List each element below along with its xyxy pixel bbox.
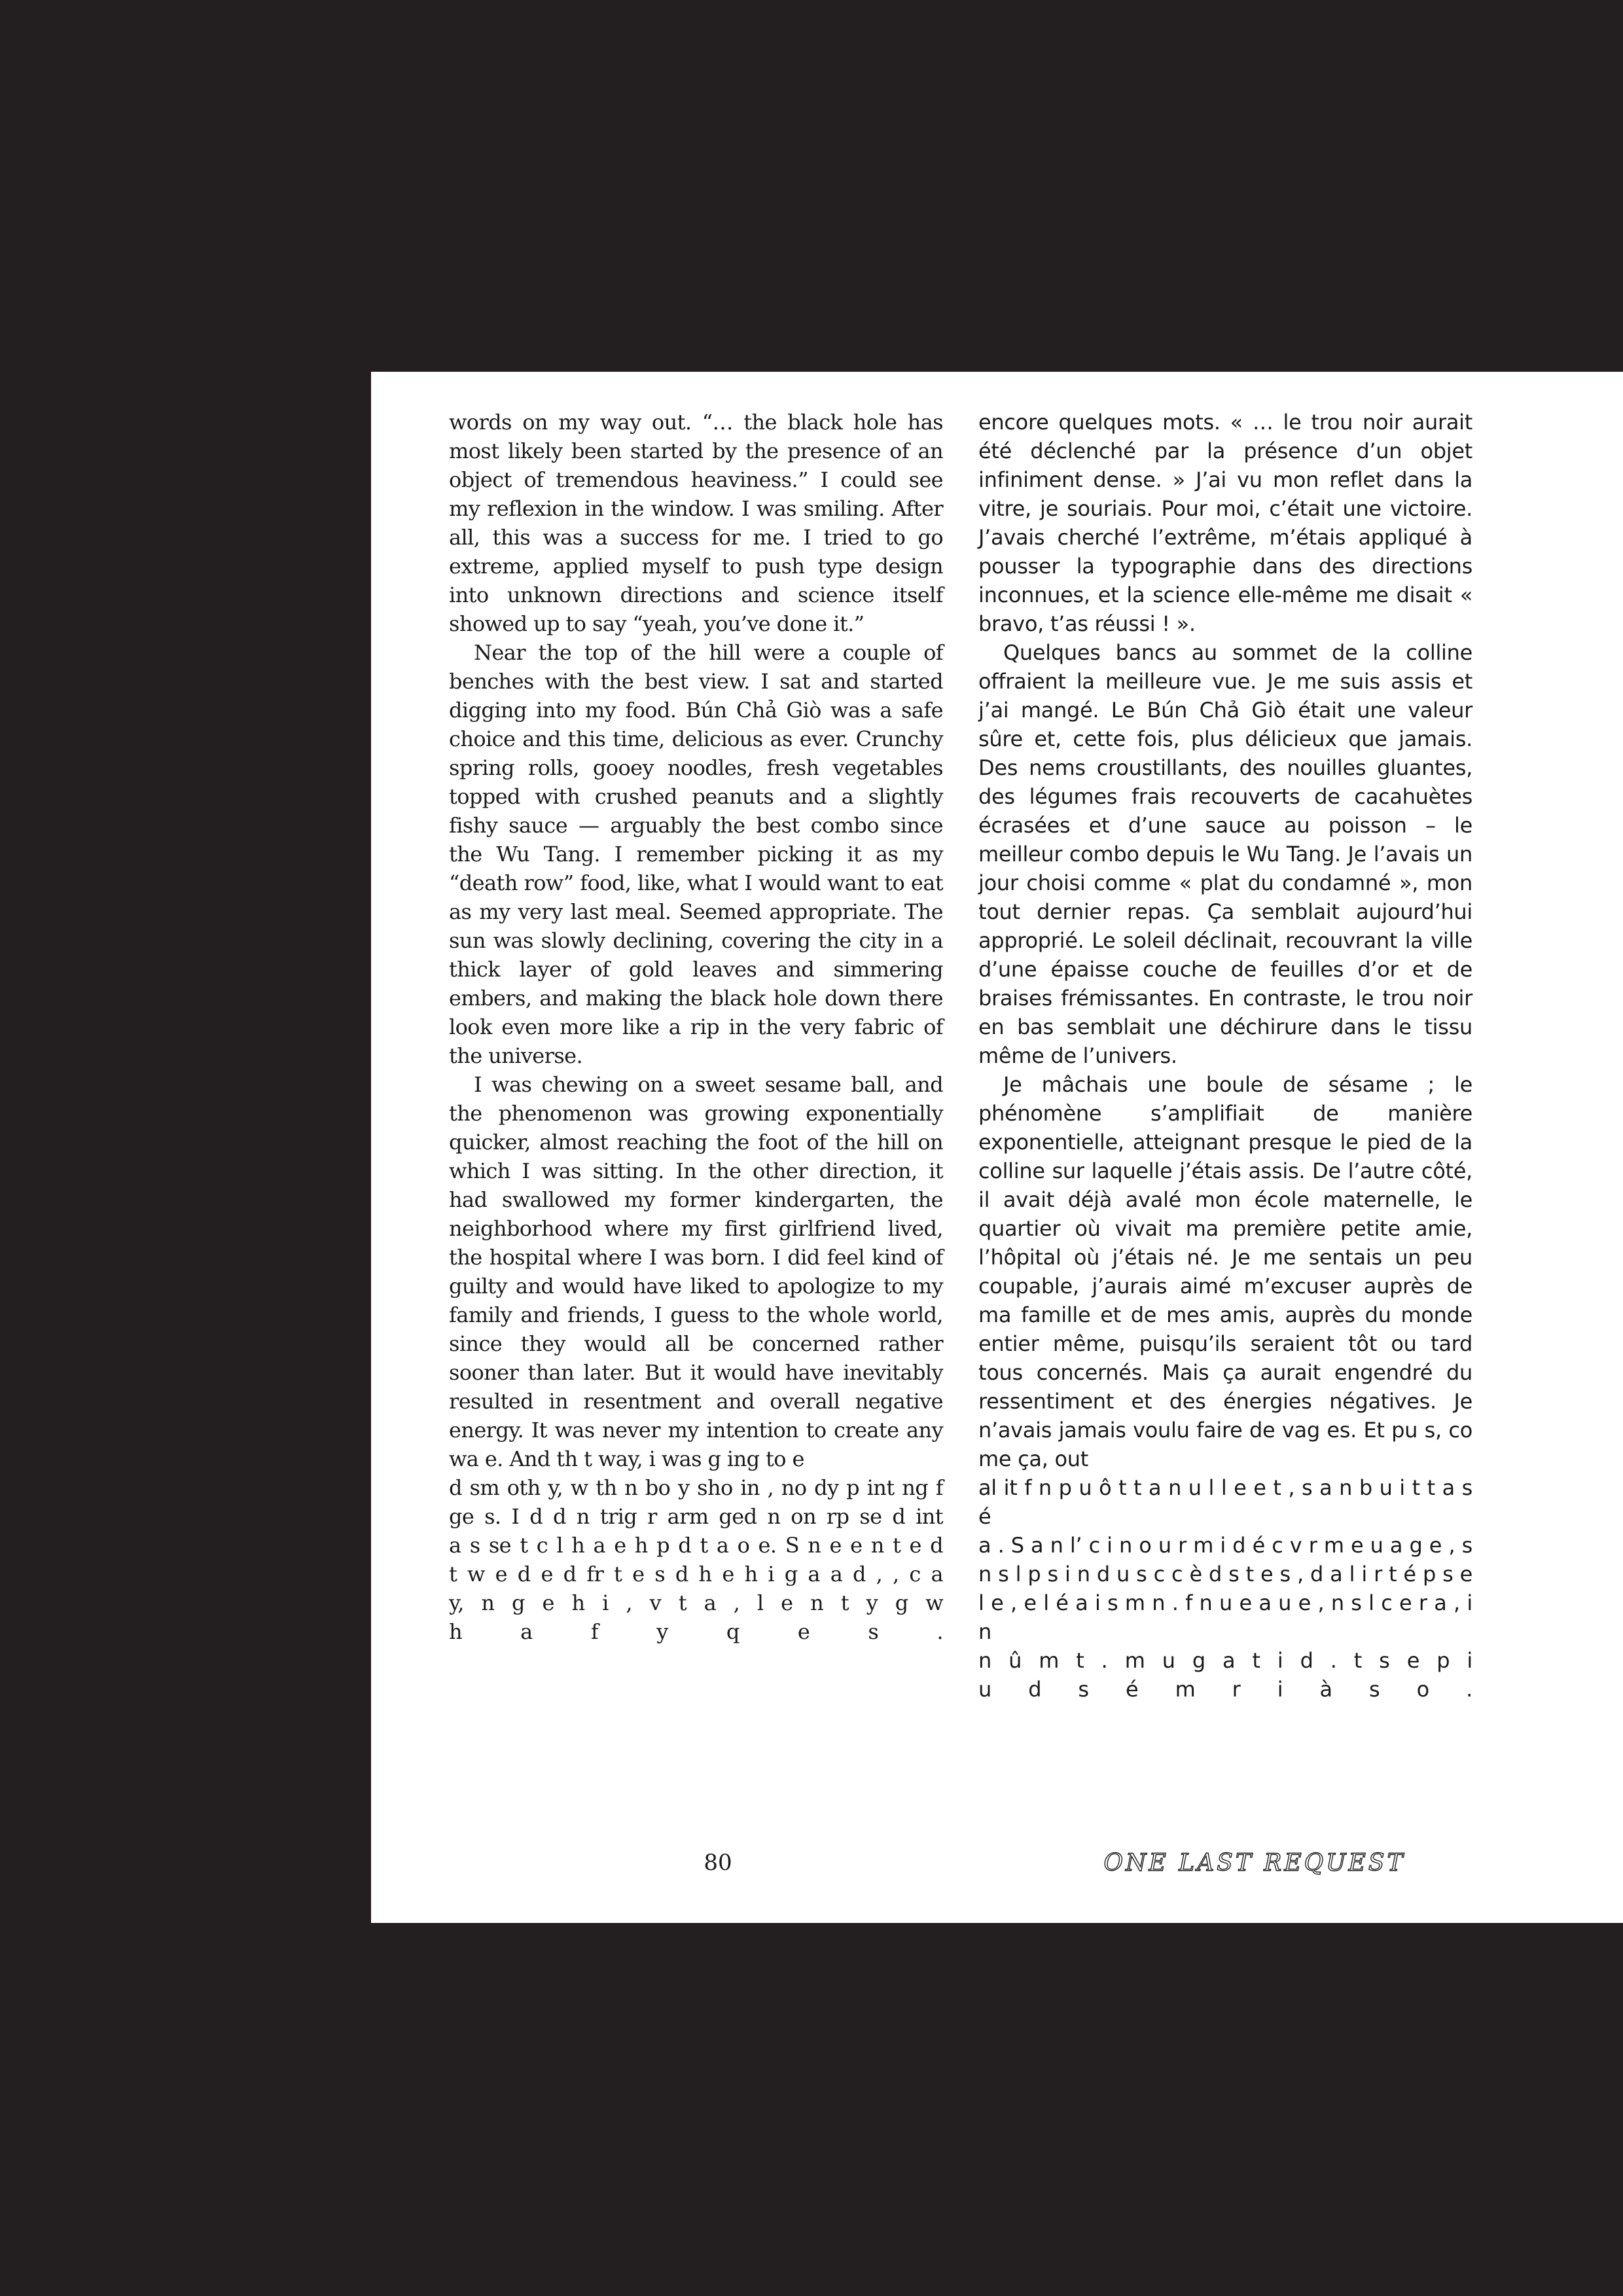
english-decay-line-6: h a f y q e s .: [449, 1619, 943, 1644]
english-column: [449, 408, 943, 1646]
running-title: ONE LAST REQUEST: [1103, 1850, 1406, 1876]
french-decay-line-5: n û m t . m u g a t i d . t s e p i: [978, 1648, 1472, 1673]
english-decay-line-4: t w e d e d fr t e s d h e h i g a a d , , c a: [449, 1562, 943, 1587]
english-decay-line-1: d sm oth y, w th n bo y sho in , no dy p int ng f: [449, 1475, 943, 1500]
french-paragraph-2: Quelques bancs au sommet de la colline offraient la meilleure vue. Je me suis assis et j’ai mangé. Le Bún Chả Giò était une valeur sûre et, cette fois, plus délicieux que jamais. Des nems croustillants, des nouilles gluantes, des légumes frais recouverts de cacahuètes écrasées et d’une sauce au poisson – le meilleur combo depuis le Wu Tang. Je l’avais un jour choisi comme « plat du condamné », mon tout dernier repas. Ça semblait aujourd’hui approprié. Le soleil déclinait, recouvrant la ville d’une épaisse couche de feuilles d’or et de braises frémissantes. En contraste, le trou noir en bas semblait une déchirure dans le tissu même de l’univers.: [978, 640, 1472, 1068]
french-paragraph-1: encore quelques mots. « … le trou noir aurait été déclenché par la présence d’un objet infiniment dense. » J’ai vu mon reflet dans la vitre, je souriais. Pour moi, c’était une victoire. J’avais cherché l’extrême, m’étais appliqué à pousser la typographie dans des directions inconnues, et la science elle-même me disait « bravo, t’as réussi ! ».: [978, 410, 1472, 636]
english-decay-line-2: ge s. I d d n trig r arm ged n on rp se d int: [449, 1504, 943, 1529]
english-paragraph-2: Near the top of the hill were a couple of benches with the best view. I sat and started digging into my food. Bún Chả Giò was a safe choice and this time, delicious as ever. Crunchy spring rolls, gooey noodles, fresh vegetables topped with crushed peanuts and a slightly fishy sauce — arguably the best combo since the Wu Tang. I remember picking it as my “death row” food, like, what I would want to eat as my very last meal. Seemed appropriate. The sun was slowly declining, covering the city in a thick layer of gold leaves and simmering embers, and making the black hole down there look even more like a rip in the very fabric of the universe.: [449, 640, 943, 1068]
french-column: [978, 408, 1472, 1704]
page-number: 80: [704, 1850, 732, 1876]
french-decay-line-2: a . S a n l’ c i n o u r m i d é c v r m e u a g e , s: [978, 1533, 1472, 1558]
french-decay-line-1: al it f n p u ô t t a n u l l e e t , s a n b u i t t a s é: [978, 1475, 1472, 1529]
english-paragraph-1: words on my way out. “… the black hole has most likely been started by the presence of an object of tremendous heaviness.” I could see my reflexion in the window. I was smiling. After all, this was a success for me. I tried to go extreme, applied myself to push type design into unknown directions and science itself showed up to say “yeah, you’ve done it.”: [449, 410, 943, 636]
french-paragraph-3: Je mâchais une boule de sésame ; le phénomène s’amplifiait de manière exponentielle, atteignant presque le pied de la colline sur laquelle j’étais assis. De l’autre côté, il avait déjà avalé mon école maternelle, le quartier où vivait ma première petite amie, l’hôpital où j’étais né. Je me sentais un peu coupable, j’aurais aimé m’excuser auprès de ma famille et de mes amis, auprès du monde entier même, puisqu’ils seraient tôt ou tard tous concernés. Mais ça aurait engendré du ressentiment et des énergies négatives. Je n’avais jamais voulu faire de vag es. Et pu s, co me ça, out: [978, 1072, 1472, 1471]
english-paragraph-3: I was chewing on a sweet sesame ball, and the phenomenon was growing exponentially quicker, almost reaching the foot of the hill on which I was sitting. In the other direction, it had swallowed my former kindergarten, the neighborhood where my first girlfriend lived, the hospital where I was born. I did feel kind of guilty and would have liked to apologize to my family and friends, I guess to the whole world, since they would all be concerned rather sooner than later. But it would have inevitably resulted in resentment and overall negative energy. It was never my intention to create any wa e. And th t way, i was g ing to e: [449, 1072, 943, 1471]
english-decay-line-5: y, n g e h i , v t a , l e n t y g w: [449, 1590, 943, 1615]
french-decay-line-6: u d s é m r i à s o .: [978, 1677, 1472, 1702]
book-page: [371, 372, 1623, 1923]
french-decay-line-3: n s l p s i n d u s c c è d s t e s , d a l i r t é p s e: [978, 1562, 1472, 1587]
french-decay-line-4: l e , e l é a i s m n . f n u e a u e , n s l c e r a , i n: [978, 1590, 1472, 1644]
english-decay-line-3: a s se t c l h a e h p d t a o e. S n e e n t e d: [449, 1533, 943, 1558]
